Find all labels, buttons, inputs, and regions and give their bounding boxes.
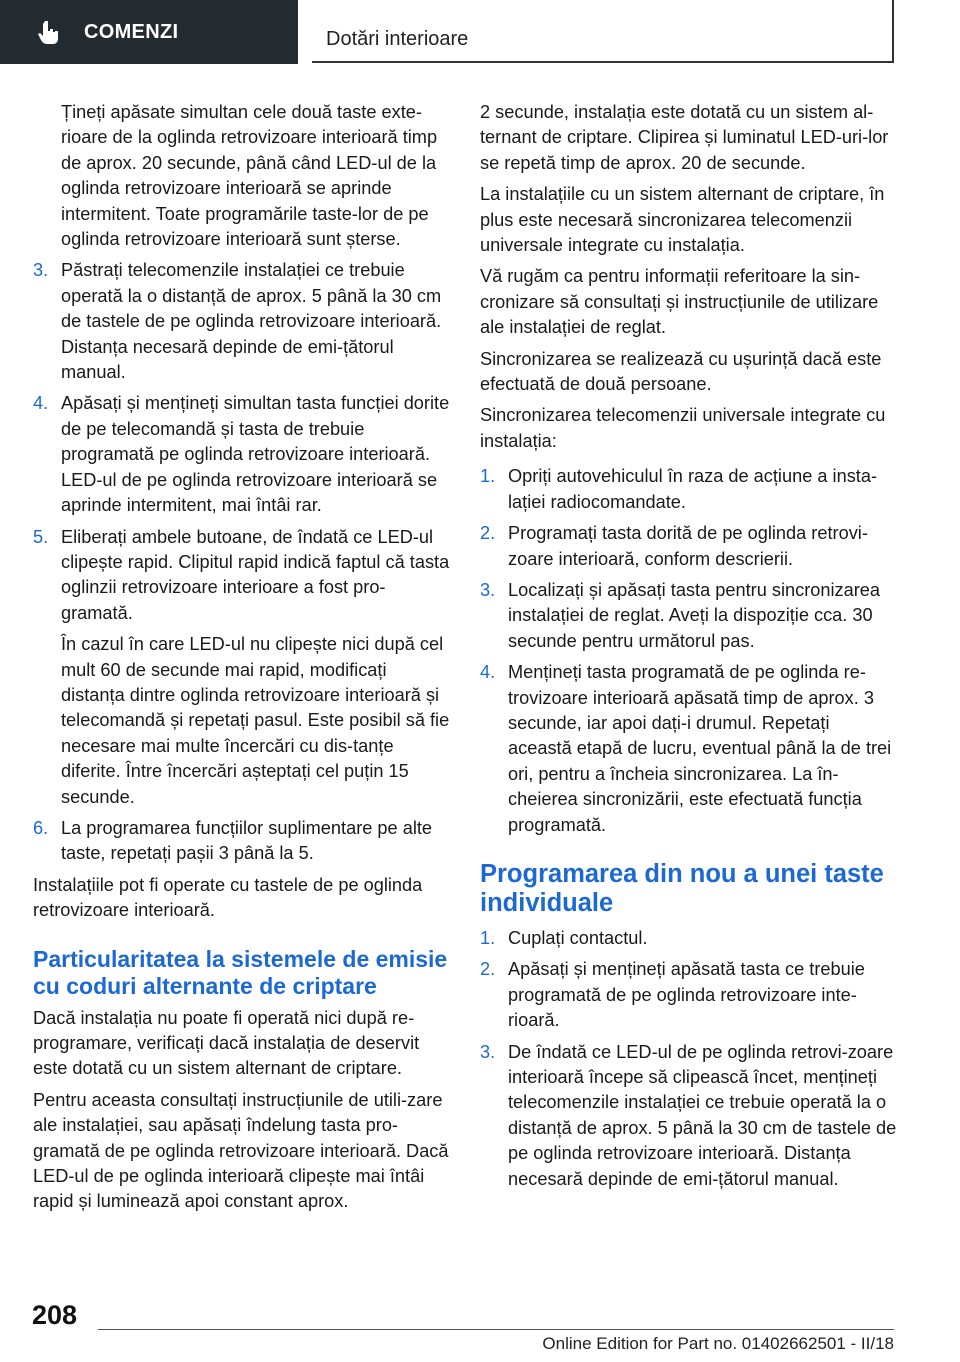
page-number: 208: [32, 1300, 78, 1330]
list-item: [480, 464, 898, 515]
paragraph: Sincronizarea se realizează cu ușurință dacă este efectuată de două persoane.: [480, 348, 882, 395]
list-number: 1.: [480, 466, 496, 487]
list-number: 4.: [480, 662, 496, 683]
list-item: [480, 660, 898, 838]
list-item: [33, 391, 451, 518]
paragraph: Sincronizarea telecomenzii universale integrate cu instalația:: [480, 405, 886, 451]
paragraph: Dacă instalația nu poate fi operată nici după re-programare, verificați dacă instalația de deservit este dotată cu un sistem alternant de criptare.: [33, 1007, 420, 1079]
closing-paragraph: Instalațiile pot fi operate cu tastele de pe oglinda retrovizoare interioară.: [33, 874, 423, 921]
chapter-tab-label: COMENZI: [84, 20, 179, 43]
list-item: [480, 1040, 898, 1192]
section-heading: Particularitatea la sistemele de emisie cu coduri alternante de criptare: [33, 945, 448, 999]
section-header: [312, 0, 894, 63]
list-item: [480, 578, 898, 654]
list-number: 5.: [33, 526, 49, 547]
paragraph: La instalațiile cu un sistem alternant de criptare, în plus este necesară sincronizarea telecomenzii universale integrate cu instalația.: [480, 184, 885, 256]
list-text: Localizați și apăsați tasta pentru sincronizarea instalației de reglat. Aveți la dispoziție cca. 30 secunde pentru următorul pas.: [508, 579, 881, 651]
list-number: 3.: [480, 579, 496, 600]
section-title: Dotări interioare: [326, 28, 469, 50]
footer-divider: [98, 1329, 894, 1330]
list-item: [480, 926, 898, 951]
list-text: Eliberați ambele butoane, de îndată ce LED-ul clipește rapid. Clipitul rapid indică faptul că tasta oglinzii retrovizoare interioare a fost pro-gramată.: [61, 526, 450, 623]
right-column: [480, 100, 898, 1198]
list-text: La programarea funcțiilor suplimentare pe alte taste, repetați pașii 3 până la 5.: [61, 817, 433, 864]
list-number: 6.: [33, 817, 49, 838]
list-text: Mențineți tasta programată de pe oglinda re-trovizoare interioară apăsată timp de aprox. 3 secunde, iar apoi dați-i drumul. Repetați această etapă de lucru, eventual până la de trei ori, pentru a încheia sincronizarea. La în-cheierea sincronizării, este efectuată funcția programată.: [508, 662, 892, 835]
edition-note: Online Edition for Part no. 01402662501 - II/18: [542, 1334, 894, 1353]
step-note: În cazul în care LED-ul nu clipește nici după cel mult 60 de secunde mai rapid, modificați distanța dintre oglinda retrovizoare interioară și telecomandă și repetați pasul. Este posibil să fie necesare mai multe încercări cu dis-tanțe diferite. Între încercări așteptați cel puțin 15 secunde.: [61, 634, 450, 807]
left-column: [33, 100, 451, 1221]
list-item: [33, 816, 451, 867]
list-text: Păstrați telecomenzile instalației ce trebuie operată la o distanță de aprox. 5 până la 30 cm de tastele de pe oglinda retrovizoare interioară. Distanța necesară depinde de emi-țătorul manual.: [61, 260, 442, 383]
section-heading: Programarea din nou a unei taste individuale: [480, 859, 884, 917]
list-item: [33, 525, 451, 627]
list-text: Programați tasta dorită de pe oglinda retrovi-zoare interioară, conform descrierii.: [508, 523, 868, 569]
list-text: Apăsați și mențineți simultan tasta funcției dorite de pe telecomandă și tasta de trebuie programată pe oglinda retrovizoare interioară. LED-ul de pe oglinda retrovizoare interioară se aprinde intermitent, mai întâi rar.: [61, 393, 450, 516]
list-number: 2.: [480, 959, 496, 980]
chapter-tab[interactable]: [0, 0, 298, 64]
intro-paragraph: Țineți apăsate simultan cele două taste exte-rioare de la oglinda retrovizoare interioară timp de aprox. 20 secunde, până când LED-ul de la oglinda retrovizoare interioară se aprinde intermitent. Toate programările taste-lor de pe oglinda retrovizoare interioară sunt șterse.: [61, 102, 438, 250]
pointing-hand-icon: [36, 19, 62, 45]
list-number: 1.: [480, 927, 496, 948]
list-text: De îndată ce LED-ul de pe oglinda retrovi-zoare interioară începe să clipească încet, mențineți telecomenzile instalației ce trebuie operată la o distanță de aprox. 5 până la 30 cm de tastele de pe oglinda retrovizoare interioară. Distanța necesară depinde de emi-țătorul manual.: [508, 1041, 897, 1189]
list-text: Apăsați și mențineți apăsată tasta ce trebuie programată de pe oglinda retrovizoare inte-rioară.: [508, 959, 865, 1031]
list-item: [480, 957, 898, 1033]
list-number: 3.: [33, 260, 49, 281]
list-number: 2.: [480, 523, 496, 544]
paragraph: Vă rugăm ca pentru informații referitoare la sin-cronizare să consultați și instrucțiunile de utilizare ale instalației de reglat.: [480, 266, 879, 338]
paragraph: 2 secunde, instalația este dotată cu un sistem al-ternant de criptare. Clipirea și luminatul LED-uri-lor se repetă timp de aprox. 20 de secunde.: [480, 102, 889, 173]
list-number: 4.: [33, 393, 49, 414]
list-number: 3.: [480, 1041, 496, 1062]
list-text: Cuplați contactul.: [508, 927, 648, 948]
list-item: [480, 521, 898, 572]
list-item: [33, 258, 451, 385]
list-text: Opriți autovehiculul în raza de acțiune a insta-lației radiocomandate.: [508, 466, 878, 512]
paragraph: Pentru aceasta consultați instrucțiunile de utili-zare ale instalației, sau apăsați îndelung tasta pro-gramată de pe oglinda retrovizoare interioară. Dacă LED-ul de pe oglinda interioară clipește mai întâi rapid și luminează apoi constant aprox.: [33, 1089, 449, 1212]
